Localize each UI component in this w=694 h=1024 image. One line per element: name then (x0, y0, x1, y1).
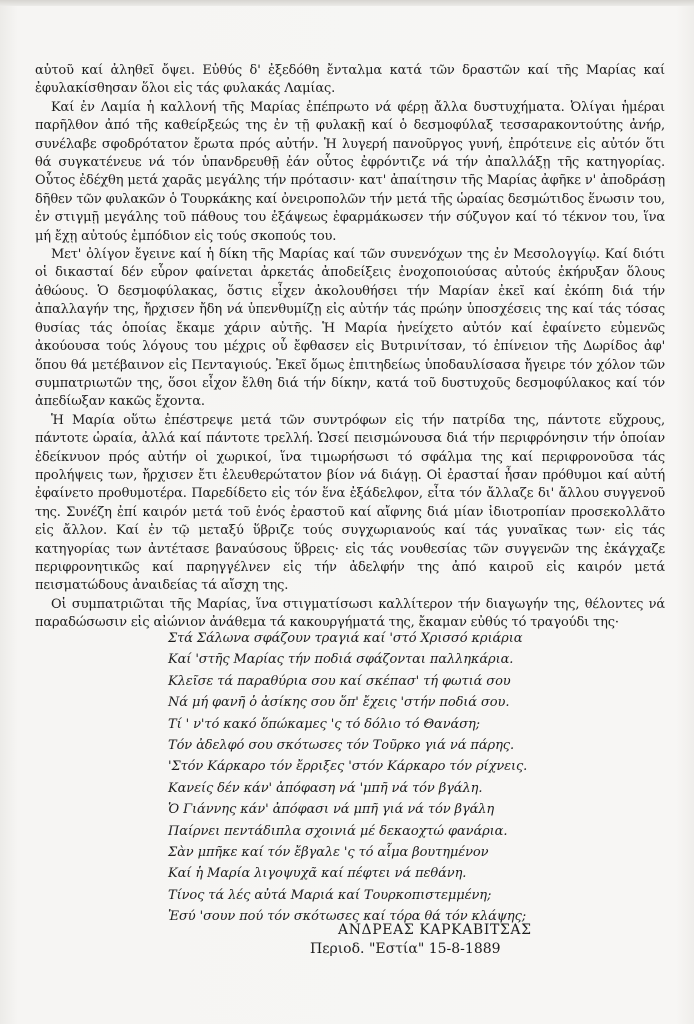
poem-line: 'Στόν Κάρκαρο τόν ἔρριξες 'στόν Κάρκαρο τόν ρίχνεις. (168, 759, 528, 775)
poem-line: Κλεῖσε τά παραθύρια σου καί σκέπασ' τή φωτιά σου (168, 673, 511, 689)
author-name: ΑΝΔΡΕΑΣ ΚΑΡΚΑΒΙΤΣΑΣ (338, 922, 532, 938)
signature-block (300, 921, 620, 959)
poem-line: Στά Σάλωνα σφάζουν τραγιά καί 'στό Χρισσό κριάρια (168, 631, 523, 646)
poem-line: Ἐσύ 'σουν πού τόν σκότωσες καί τόρα θά τόν κλάψης; (168, 909, 527, 925)
poem-line: Παίρνει πεντάδιπλα σχοινιά μέ δεκαοχτώ φανάρια. (168, 823, 508, 839)
paragraph-3: Μετ' ὀλίγον ἔγεινε καί ἡ δίκη τῆς Μαρίας καί τῶν συνενόχων της ἐν Μεσολογγίῳ. Καί διότι οἱ δικασταί δέν εὗρον φαίνεται ἀρκετάς ἀποδείξεις ἐνοχοποιούσας αὐτούς ἐκήρυξαν ὅλους ἀθώους. Ὁ δεσμοφύλακας, ὅστις εἶχεν ἀκολουθήσει τήν Μαρίαν ἐκεῖ καί ἐκόπη διά τήν ἀπαλλαγήν της, ἤρχισεν ἤδη νά ὑπενθυμίζῃ εἰς αὐτήν τάς πρώην ὑποσχέσεις της καί τάς τόσας θυσίας τάς ὁποίας ἔκαμε χάριν αὐτῆς. Ἡ Μαρία ἠνείχετο αὐτόν καί ἐφαίνετο εὐμενῶς ἀκούουσα τούς λόγους του μέχρις οὗ ἔφθασεν εἰς Βυτρινίτσαν, τό ἐπίνειον τῆς Δωρίδος ἀφ' ὅπου θά μετέβαινον εἰς Πενταγιούς. Ἐκεῖ ὅμως ἐπιτηδείως ὑποδαυλίσασα ἤγειρε τόν χόλον τῶν συμπατριωτῶν της, ὅσοι εἶχον ἔλθη διά τήν δίκην, κατά τοῦ δυστυχοῦς δεσμοφύλακος καί τόν ἀπεδίωξαν κακῶς ἔχοντα. (35, 247, 665, 410)
body-text (35, 62, 665, 633)
paragraph-4: Ἡ Μαρία οὕτω ἐπέστρεψε μετά τῶν συντρόφων εἰς τήν πατρίδα της, πάντοτε εὔχρους, πάντοτε ὡραία, ἀλλά καί πάντοτε τρελλή. Ὡσεί πεισμώνουσα διά τήν περιφρόνησιν τήν ὁποίαν ἐδείκνυον πρός αὐτήν οἱ χωρικοί, ἵνα τιμωρήσωσι τό σφάλμα της καί περιφρονοῦσα τάς προλήψεις των, ἤρχισεν ἔτι ἐλευθερώτατον βίον νά διάγῃ. Οἱ ἐρασταί ἦσαν πρόθυμοι καί αὐτή ἐφαίνετο προθυμοτέρα. Παρεδίδετο εἰς τόν ἕνα ἐξάδελφον, εἶτα τόν ἄλλαζε δι' ἄλλου συγγενοῦ της. Συνέζη ἐπί καιρόν μετά τοῦ ἑνός ἐραστοῦ καί αἴφνης διά μίαν ἰδιοτροπίαν προσεκολλᾶτο εἰς ἄλλον. Καί ἐν τῷ μεταξύ ὕβριζε τούς συγχωριανούς καί τάς γυναῖκας των· εἰς τάς κατηγορίας των ἀντέτασε βαναύσους ὕβρεις· εἰς τάς νουθεσίας τῶν συγγενῶν της ἐκάγχαζε περιφρονητικῶς καί παρηγγέλνεν εἰς τήν ἀδελφήν της ἀπό καιροῦ εἰς καιρόν μετά πεισματώδους ἀναιδείας τά αἴσχη της. (35, 412, 665, 594)
poem-line: Σὰν μπῆκε καί τόν ἔβγαλε 'ς τό αἷμα βουτημένον (168, 845, 489, 861)
paragraph-5: Οἱ συμπατριῶται τῆς Μαρίας, ἵνα στιγματίσωσι καλλίτερον τήν διαγωγήν της, θέλοντες νά παραδώσωσιν εἰς αἰώνιον ἀνάθεμα τά κακουργήματά της, ἔκαμαν εὐθύς τό τραγούδι της· (35, 596, 665, 631)
paragraph-1: αὐτοῦ καί ἀληθεῖ ὄψει. Εὐθύς δ' ἐξεδόθη ἔνταλμα κατά τῶν δραστῶν καί τῆς Μαρίας καί ἐφυλακίσθησαν ὅλοι εἰς τάς φυλακάς Λαμίας. (35, 63, 665, 97)
paragraph-2: Καί ἐν Λαμία ἡ καλλονή τῆς Μαρίας ἐπέπρωτο νά φέρῃ ἄλλα δυστυχήματα. Ὀλίγαι ἡμέραι παρῆλθον ἀπό τῆς καθείρξεώς της ἐν τῇ φυλακῇ καί ὁ δεσμοφύλαξ τεσσαρακοντούτης ἀνήρ, συνέλαβε σφοδρότατον ἔρωτα πρός αὐτήν. Ἡ λυγερή πανοῦργος γυνή, ἐπρότεινε εἰς αὐτόν ὅτι θά συγκατένευε νά τόν ὑπανδρευθῇ ἐάν οὗτος ἐφρόντιζε νά τήν ἀπαλλάξῃ τῆς κατηγορίας. Οὗτος ἐδέχθη μετά χαρᾶς μεγάλης τήν πρότασιν· κατ' ἀπαίτησιν τῆς Μαρίας ἀφῆκε ν' ἀποδράσῃ δῆθεν τῶν φυλακῶν ὁ Τουρκάκης καί ὀνειροπολῶν τήν μετά τῆς ὡραίας δεσμώτιδος ἕνωσιν του, ἐν στιγμῇ μεγάλης τοῦ πάθους του ἐξάψεως ἐφαρμάκωσεν τήν σύζυγον καί τό τέκνον του, ἵνα μή ἔχῃ αὐτούς ἐμπόδιον εἰς τούς σκοπούς του. (35, 99, 665, 244)
poem-line: Τόν ἀδελφό σου σκότωσες τόν Τοῦρκο γιά νά πάρης. (168, 738, 514, 754)
poem-line: Τίνος τά λές αὐτά Μαριά καί Τουρκοπιστεμμένη; (168, 887, 492, 903)
poem (168, 628, 648, 928)
poem-line: Νά μή φανῆ ὁ ἀσίκης σου ὅπ' ἔχεις 'στήν ποδιά σου. (168, 695, 510, 711)
poem-line: Ὁ Γιάννης κάν' ἀπόφασι νά μπῆ γιά νά τόν βγάλη (168, 802, 495, 818)
poem-line: Κανείς δέν κάν' ἀπόφαση νά 'μπῆ νά τόν βγάλη. (168, 780, 483, 796)
page-top-edge (0, 0, 694, 6)
source-citation: Περιοδ. "Εστία" 15-8-1889 (310, 941, 501, 957)
poem-line: Τί ' ν'τό κακό ὅπώκαμες 'ς τό δόλιο τό Θανάση; (168, 716, 480, 732)
poem-line: Καί ἡ Μαρία λιγοψυχᾶ καί πέφτει νά πεθάνη. (168, 866, 467, 882)
poem-line: Καί 'στῆς Μαρίας τήν ποδιά σφάζονται παλληκάρια. (168, 652, 514, 668)
